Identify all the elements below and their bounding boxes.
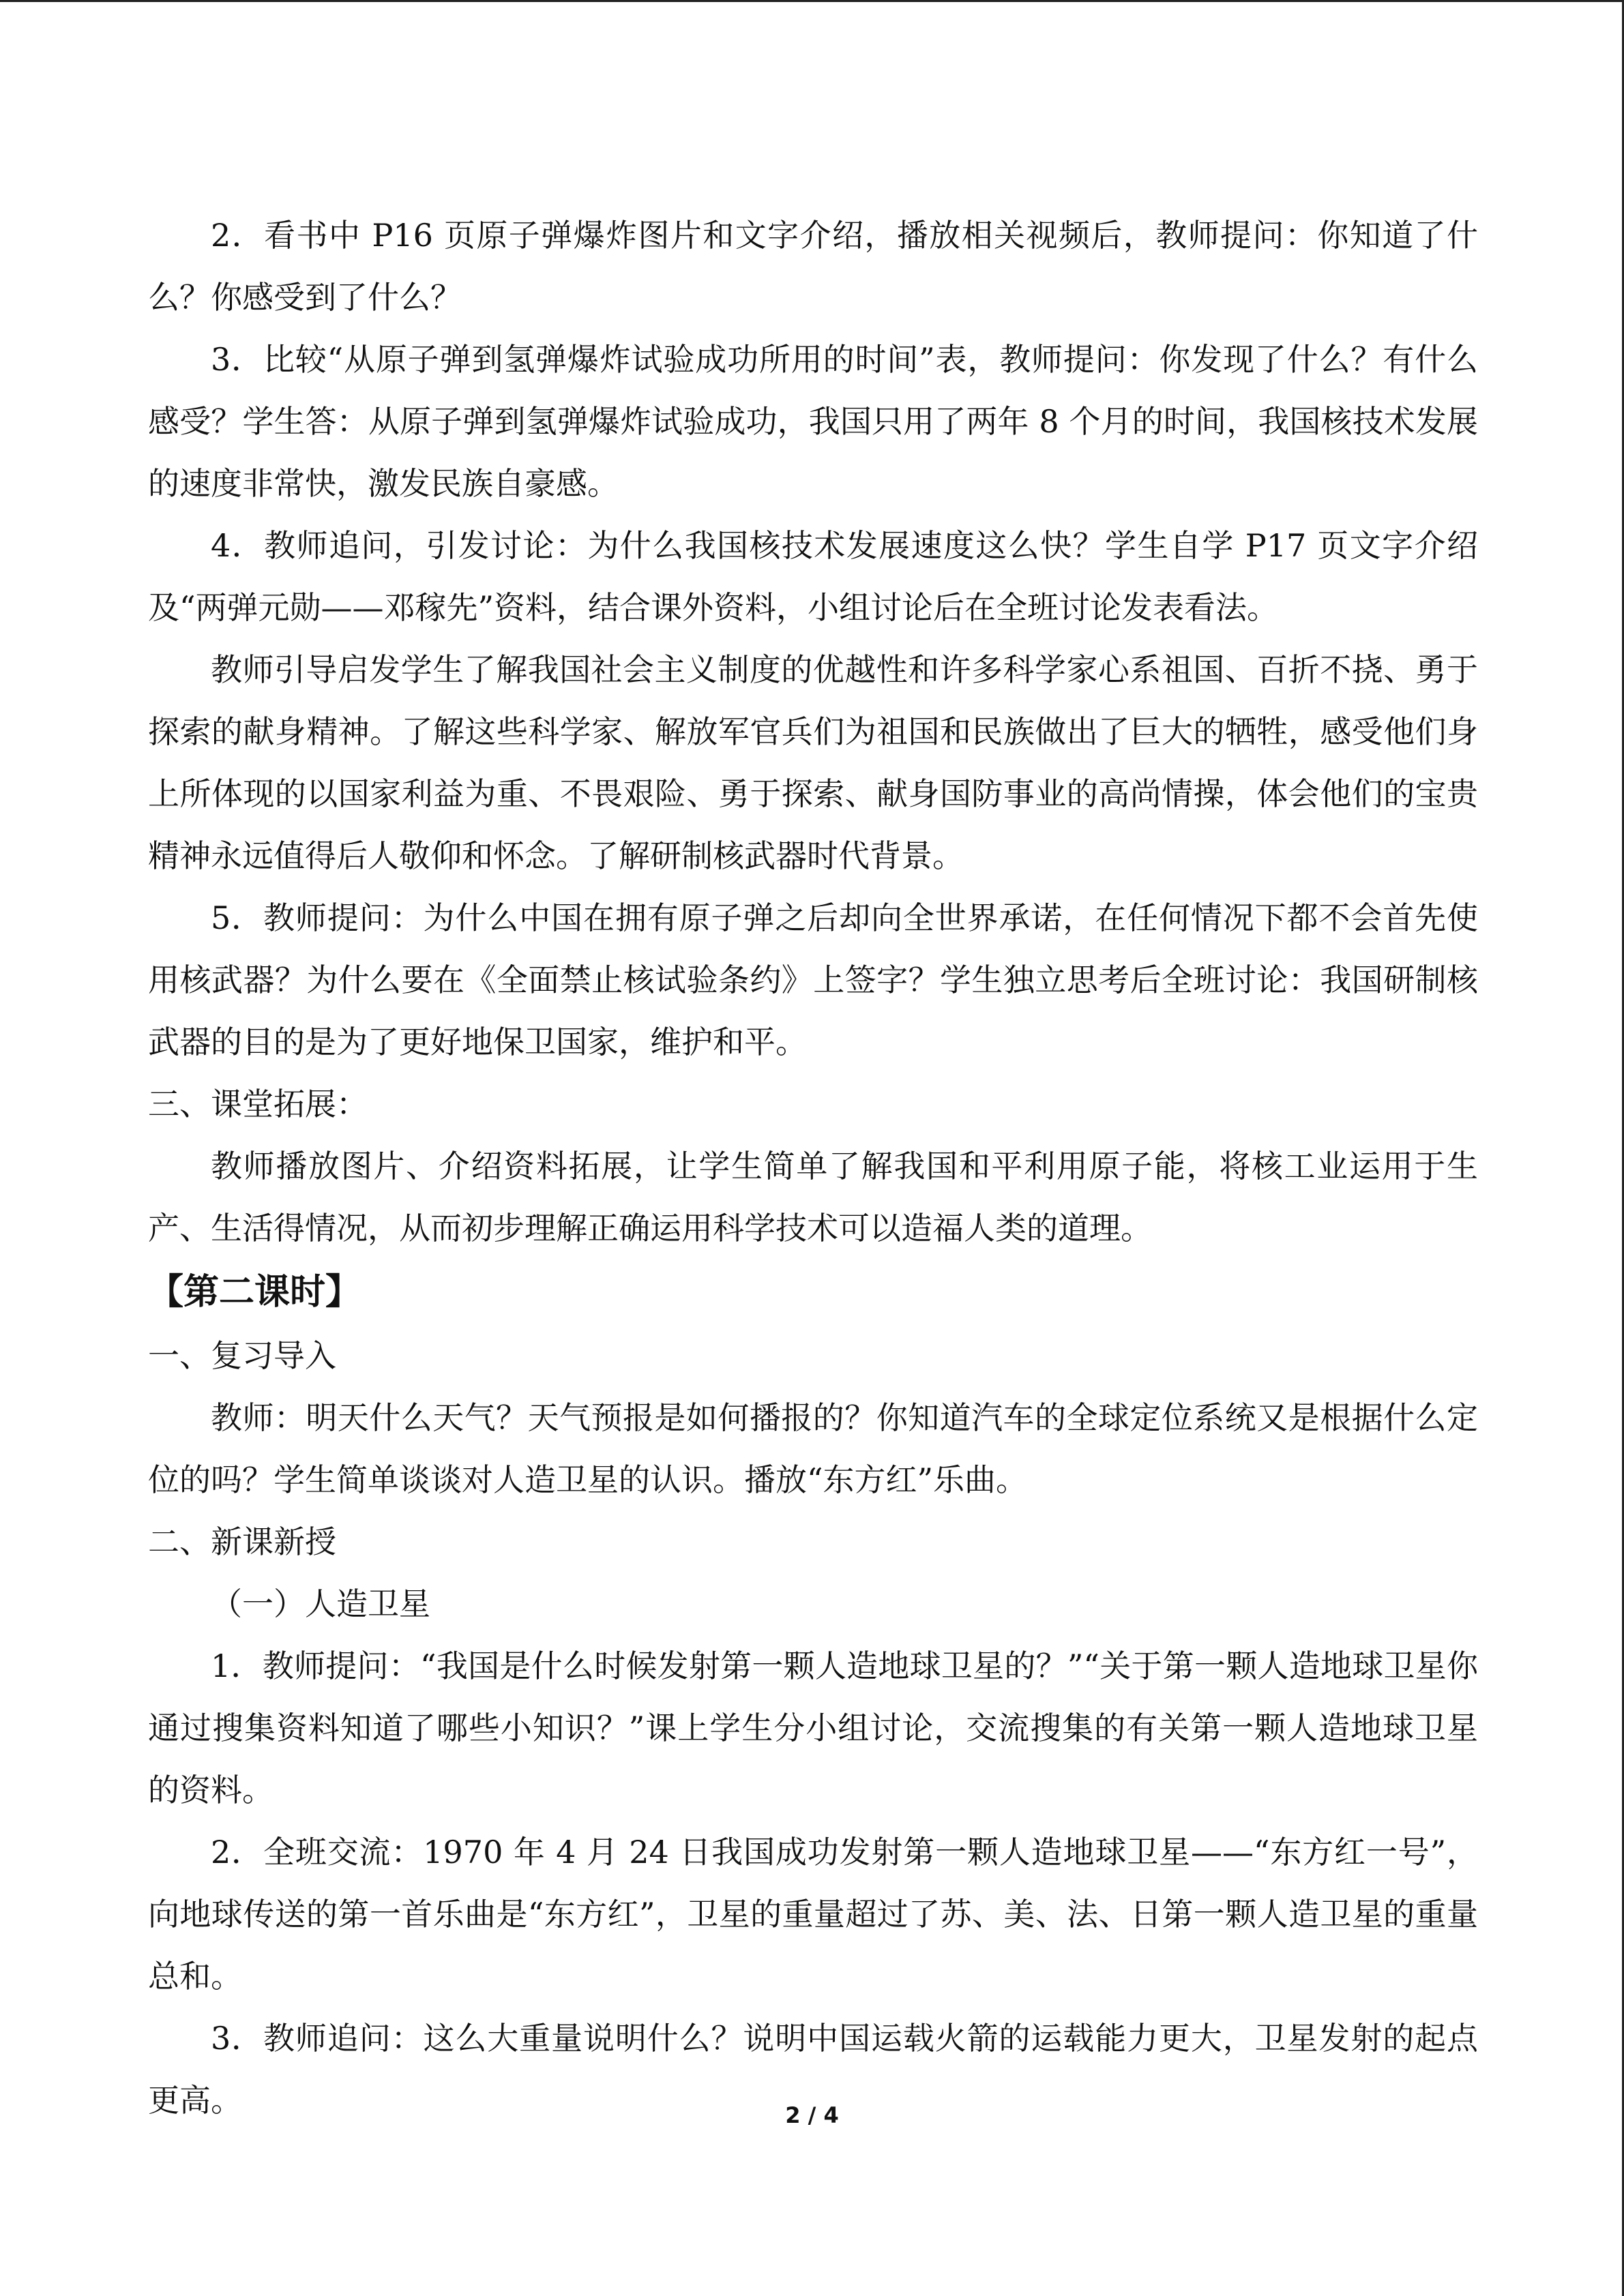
section-heading-classroom-extension: 三、课堂拓展：	[148, 1086, 368, 1122]
paragraph-item-2: 2．看书中 P16 页原子弹爆炸图片和文字介绍，播放相关视频后，教师提问：你知道了什么？你感受到了什么？	[148, 217, 1478, 316]
paragraph-satellite-item-2: 2．全班交流：1970 年 4 月 24 日我国成功发射第一颗人造地球卫星——“东方红一号”，向地球传送的第一首乐曲是“东方红”，卫星的重量超过了苏、美、法、日第一颗人造卫星的重量总和。	[148, 1834, 1478, 1995]
paragraph-item-3: 3．比较“从原子弹到氢弹爆炸试验成功所用的时间”表，教师提问：你发现了什么？有什么感受？学生答：从原子弹到氢弹爆炸试验成功，我国只用了两年 8 个月的时间，我国核技术发展的速度非常快，激发民族自豪感。	[148, 341, 1478, 502]
page-number: 2 / 4	[785, 2102, 839, 2128]
paragraph-item-5: 5．教师提问：为什么中国在拥有原子弹之后却向全世界承诺，在任何情况下都不会首先使用核武器？为什么要在《全面禁止核试验条约》上签字？学生独立思考后全班讨论：我国研制核武器的目的是为了更好地保卫国家，维护和平。	[148, 899, 1478, 1060]
lesson-heading-second-period: 【第二课时】	[148, 1272, 361, 1313]
paragraph-extension: 教师播放图片、介绍资料拓展，让学生简单了解我国和平利用原子能，将核工业运用于生产、生活得情况，从而初步理解正确运用科学技术可以造福人类的道理。	[148, 1148, 1478, 1247]
paragraph-satellite-item-1: 1．教师提问：“我国是什么时候发射第一颗人造地球卫星的？”“关于第一颗人造地球卫星你通过搜集资料知道了哪些小知识？”课上学生分小组讨论，交流搜集的有关第一颗人造地球卫星的资料。	[148, 1648, 1478, 1808]
section-heading-review-intro: 一、复习导入	[148, 1337, 336, 1374]
subsection-heading-satellite: （一）人造卫星	[211, 1585, 430, 1622]
paragraph-satellite-item-3: 3．教师追问：这么大重量说明什么？说明中国运载火箭的运载能力更大，卫星发射的起点更高。	[148, 2020, 1478, 2119]
section-heading-new-lesson: 二、新课新授	[148, 1523, 336, 1560]
top-border-line	[0, 0, 1624, 2]
paragraph-item-4: 4．教师追问，引发讨论：为什么我国核技术发展速度这么快？学生自学 P17 页文字介绍及“两弹元勋——邓稼先”资料，结合课外资料，小组讨论后在全班讨论发表看法。	[148, 527, 1478, 626]
document-body	[148, 205, 1478, 2132]
paragraph-teacher-guidance: 教师引导启发学生了解我国社会主义制度的优越性和许多科学家心系祖国、百折不挠、勇于探索的献身精神。了解这些科学家、解放军官兵们为祖国和民族做出了巨大的牺牲，感受他们身上所体现的以国家利益为重、不畏艰险、勇于探索、献身国防事业的高尚情操，体会他们的宝贵精神永远值得后人敬仰和怀念。了解研制核武器时代背景。	[148, 651, 1478, 874]
paragraph-review-intro: 教师：明天什么天气？天气预报是如何播报的？你知道汽车的全球定位系统又是根据什么定位的吗？学生简单谈谈对人造卫星的认识。播放“东方红”乐曲。	[148, 1399, 1478, 1498]
